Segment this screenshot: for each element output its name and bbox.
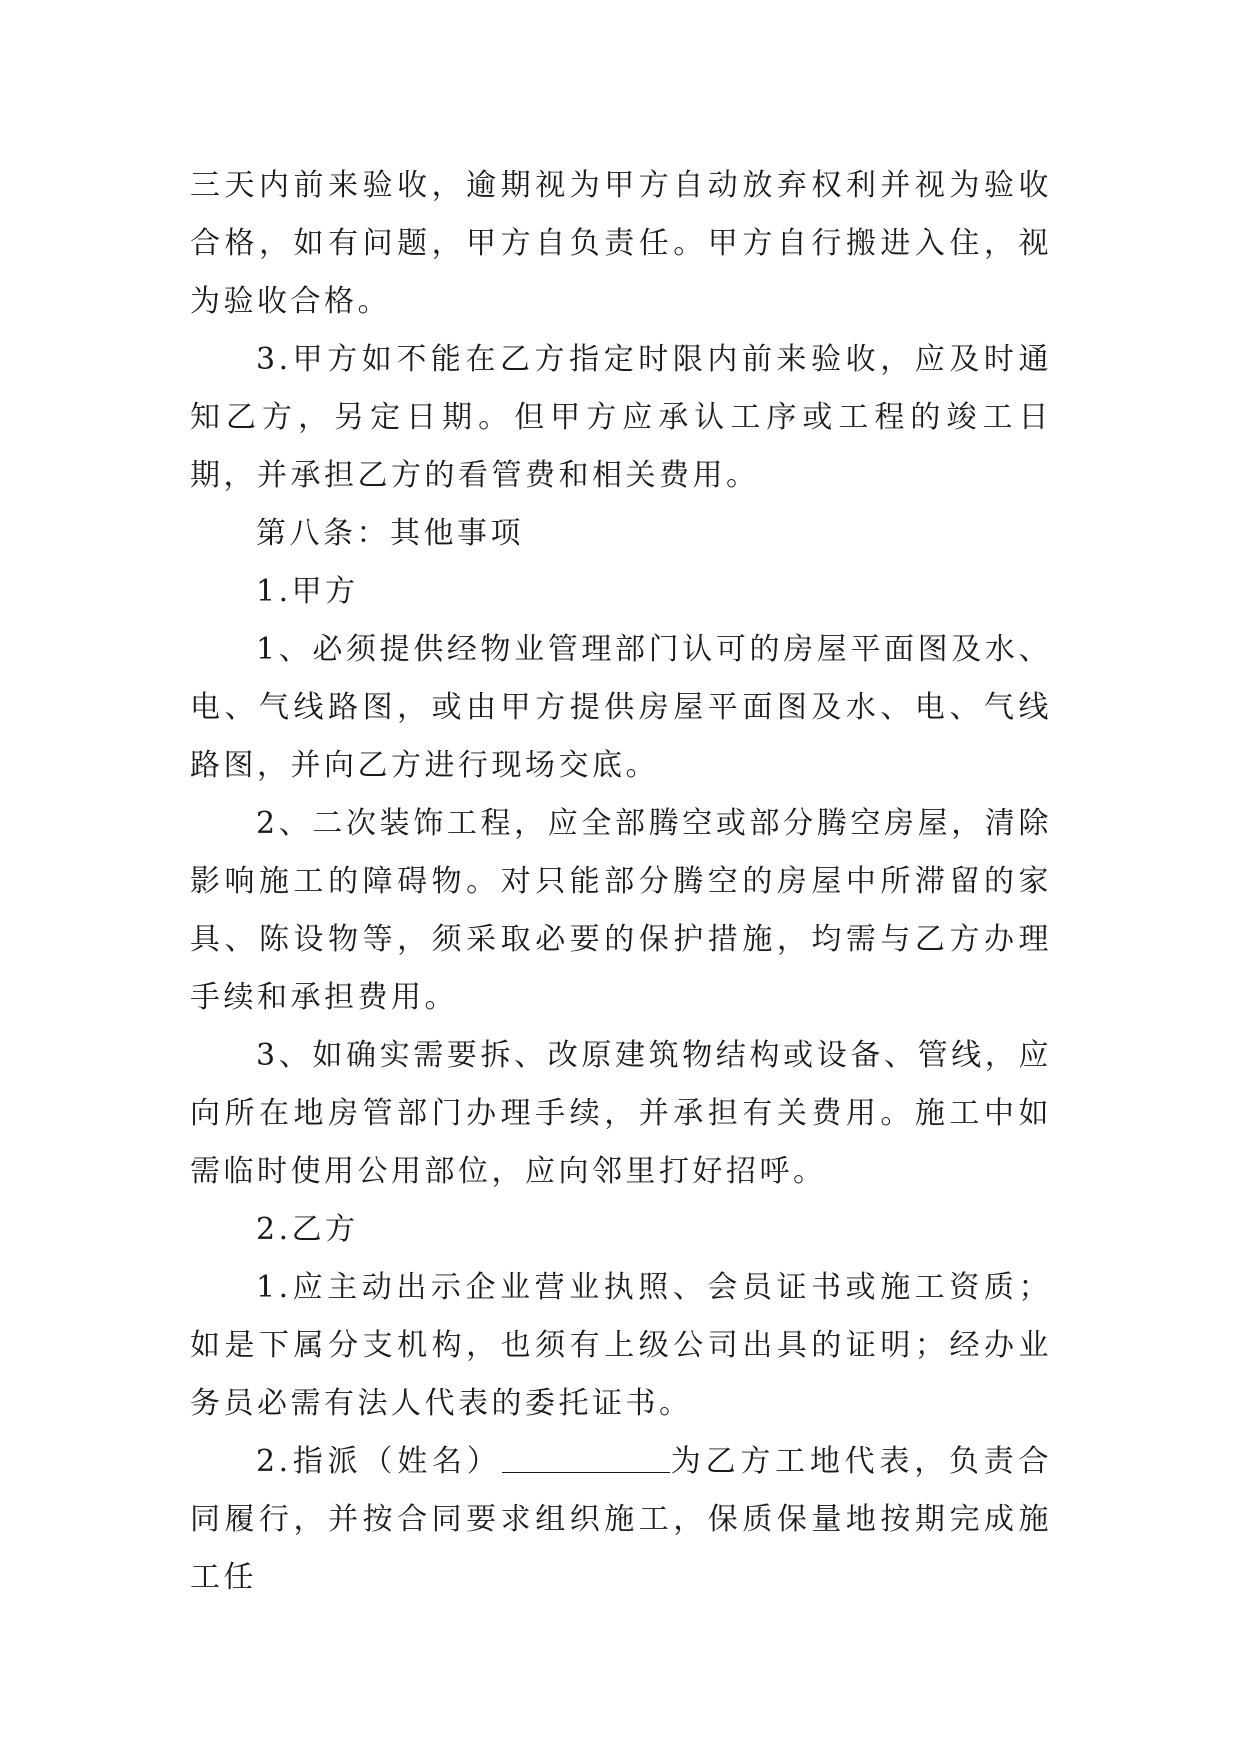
document-page xyxy=(190,157,1052,1607)
party-b-heading: 2.乙方 xyxy=(256,1212,359,1247)
party-b-item-2-suffix: 为乙方工地代表，负责合同履行，并按合同要求组织施工，保质保量地按期完成施工任 xyxy=(190,1444,1053,1595)
article-8-heading: 第八条：其他事项 xyxy=(256,516,524,551)
name-blank-field xyxy=(502,1444,670,1473)
party-a-item-1: 1、必须提供经物业管理部门认可的房屋平面图及水、电、气线路图，或由甲方提供房屋平面图及水、电、气线路图，并向乙方进行现场交底。 xyxy=(190,632,1052,783)
party-a-heading: 1.甲方 xyxy=(256,574,359,609)
party-b-item-2-prefix: 2.指派（姓名） xyxy=(256,1444,502,1479)
party-b-item-1: 1.应主动出示企业营业执照、会员证书或施工资质；如是下属分支机构，也须有上级公司出具的证明；经办业务员必需有法人代表的委托证书。 xyxy=(190,1270,1052,1421)
paragraph-acceptance-continued: 三天内前来验收，逾期视为甲方自动放弃权利并视为验收合格，如有问题，甲方自负责任。甲方自行搬进入住，视为验收合格。 xyxy=(190,168,1052,319)
party-a-item-2: 2、二次装饰工程，应全部腾空或部分腾空房屋，清除影响施工的障碍物。对只能部分腾空的房屋中所滞留的家具、陈设物等，须采取必要的保护措施，均需与乙方办理手续和承担费用。 xyxy=(190,806,1052,1015)
party-a-item-3: 3、如确实需要拆、改原建筑物结构或设备、管线，应向所在地房管部门办理手续，并承担有关费用。施工中如需临时使用公用部位，应向邻里打好招呼。 xyxy=(190,1038,1052,1189)
party-b-item-2 xyxy=(190,1433,1052,1607)
paragraph-clause-3: 3.甲方如不能在乙方指定时限内前来验收，应及时通知乙方，另定日期。但甲方应承认工序或工程的竣工日期，并承担乙方的看管费和相关费用。 xyxy=(190,342,1052,493)
